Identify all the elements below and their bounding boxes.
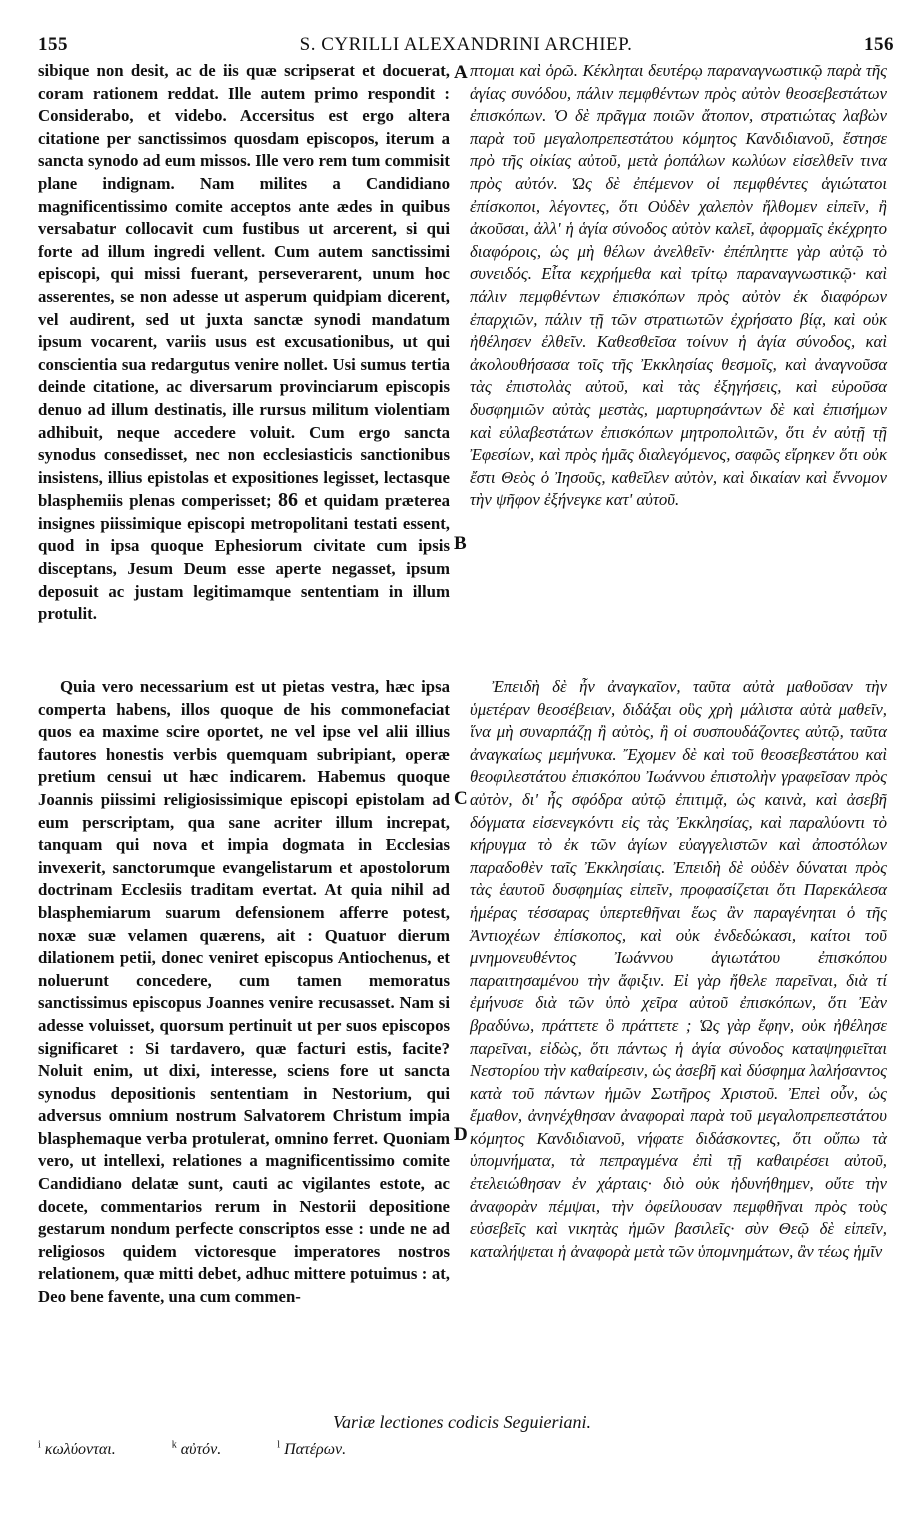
footnote-l: $^l$ Πατέρων. xyxy=(277,1440,347,1459)
margin-marker-b: B xyxy=(454,533,467,554)
margin-marker-c: C xyxy=(454,788,468,809)
margin-marker-a: A xyxy=(454,62,468,83)
greek-paragraph-1: πτομαι καὶ ὁρῶ. Κέκληται δευτέρῳ παραναγνωστικῷ παρὰ τῆς ἁγίας συνόδου, πάλιν πεμφθέντων πρὸς αὐτὸν θεοσεβεστάτων ἐπισκόπων. Ὁ δὲ πρᾶγμα ποιῶν ἄτοπον, στρατιώτας λαβὼν παρὰ τοῦ μεγαλοπρεπεστάτου κόμητος Κανδιδιανοῦ, ἔστησε πρὸ τῆς οἰκίας αὐτοῦ, μετὰ ῥοπάλων κωλύων εἰσελθεῖν τινα πρὸς αὐτόν. Ὡς δὲ ἐπέμενον οἱ πεμφθέντες ἁγιώτατοι ἐπίσκοποι, λέγοντες, ὅτι Οὐδὲν χαλεπὸν ἤλθομεν εἰπεῖν, ἢ ἀκοῦσαι, ἀλλ' ἡ ἁγία σύνοδος αὐτὸν καλεῖ, ἀφορμαῖς ἐκέχρητο διαφόροις, ὡς μὴ θέλων ἀνελθεῖν· ἐπέπληττε γὰρ αὐτῷ τὸ συνειδός. Εἶτα κεχρήμεθα καὶ τρίτῳ παραναγνωστικῷ· καὶ πάλιν πεμφθέντων ἐπισκόπων πρὸς αὐτὸν ἐκ διαφόρων ἐπαρχιῶν, πάλιν τῇ τῶν στρατιωτῶν ἐχρήσατο βίᾳ, καὶ οὐκ ἠθέλησεν ἐλθεῖν. Καθεσθεῖσα τοίνυν ἡ ἁγία σύνοδος, καὶ ἀκολουθήσασα τοῖς τῆς Ἐκκλησίας θεσμοῖς, καὶ ἀναγνοῦσα τὰς ἐπιστολὰς αὐτοῦ, καὶ τὰς ἐξηγήσεις, καὶ εὑροῦσα δυσφημιῶν αὐτὰς μεστὰς, μαρτυρησάντων δὲ καὶ ἐπισήμων καὶ εὐλαβεστάτων ἐπισκόπων μητροπολιτῶν, ὅτι ἐν αὐτῇ τῇ Ἐφεσίων, καὶ πρὸς ἡμᾶς διαλεγόμενος, σαφῶς εἴρηκεν ὅτι οὐκ ἔστι Θεὸς ὁ Ἰησοῦς, καθεῖλεν αὐτὸν, καὶ δικαίαν καὶ ἔννομον τὴν ψῆφον ἐξήνεγκε κατ' αὐτοῦ. xyxy=(470,61,887,510)
greek-column-top xyxy=(470,60,887,512)
running-header xyxy=(38,34,894,58)
greek-column-bottom xyxy=(470,676,887,1263)
page-number-left: 155 xyxy=(38,34,68,55)
footnotes-title: Variæ lectiones codicis Seguieriani. xyxy=(333,1412,591,1432)
footnote-k: $^k$ αὐτόν. xyxy=(171,1440,222,1459)
latin-paragraph-1: sibique non desit, ac de iis quæ scripserat et docuerat, coram rationem reddat. Ille autem primo respondit : Considerabo, et videbo. Accersitus est ergo altera citatione per sanctissimos quosdam episcopos, iterum a sancta synodo ad eum missos. Ille vero rem tum commisit plane indignam. Nam milites a Candidiano magnificentissimo comite acceptos ante ædes in quibus versabatur collocavit cum fustibus ut arcerent, si qui forte ad illum ingredi vellent. Cum autem sanctissimi episcopi, qui missi fuerant, perseverarent, unum hoc asserentes, se non adesse ut asperum quidpiam dicerent, vel audirent, sed ut juxta sanctæ synodi mandatum ipsum vocarent, variis usus est excusationibus, ut qui conscientia sua redargutus venire nollet. Usi sumus tertia deinde citatione, ac diversarum provinciarum episcopis denuo ad illum destinatis, ille rursus militum violentiam adhibuit, neque accedere voluit. Cum ergo sancta synodus consedisset, nec non ecclesiasticis sanctionibus insistens, illius epistolas et expositiones legisset, lectasque blasphemiis plenas comperisset; xyxy=(38,61,450,511)
latin-paragraph-2: Quia vero necessarium est ut pietas vestra, hæc ipsa comperta habens, illos quoque de his commonefaciat quos ea maxime scire oportet, ne vel ipse vel alii illius fautores honestis verbis quemquam subripiant, operæ pretium censui ut hæc indicarem. Habemus quoque Joannis piissimi religiosissimique episcopi epistolam ad eum perscriptam, qua sane acriter illum increpat, tanquam qui nova et impia dogmata in Ecclesias invexerit, sanctorumque evangelistarum et apostolorum doctrinam Ecclesiis traditam evertat. At quia nihil ad blasphemiarum suarum defensionem afferre potest, noxæ suæ velamen quærens, ait : Quatuor dierum dilationem petii, donec veniret episcopus Antiochenus, et noluerunt concedere, cum tamen memoratus sanctissimus episcopus Joannes venire recusasset. Nam si adesse voluisset, quorsum pertinuit ut per suos episcopos significaret : Si tardavero, quæ facturi estis, facite? Noluit enim, ut dixi, interesse, sciens fore ut sancta synodus depositionis sententiam in Nestorium, qui adversus omnium nostrum Salvatorem Christum impia blasphemaque verba protulerat, omnino ferret. Quoniam vero, ut intellexi, relationes a magnificentissimo comite Candidiano delatæ sunt, cauti ac vigilantes estote, ac docete, commentarios rerum in Nestorii depositione gestarum nondum perfecte conscriptos esse : unde ne ad religiosos quidem victoresque imperatores nostros relationem, quæ mitti debet, adhuc mittere potuimus : at, Deo bene favente, una cum commen- xyxy=(38,677,450,1307)
running-title: S. CYRILLI ALEXANDRINI ARCHIEP. xyxy=(299,34,633,55)
footnotes xyxy=(38,1440,898,1459)
page-number-right: 156 xyxy=(864,34,894,55)
latin-column-bottom xyxy=(38,676,450,1309)
greek-paragraph-2: Ἐπειδὴ δὲ ἦν ἀναγκαῖον, ταῦτα αὐτὰ μαθοῦσαν τὴν ὑμετέραν θεοσέβειαν, διδάξαι οὓς χρὴ μάλιστα αὐτὰ μαθεῖν, ἵνα μὴ συναρπάζῃ ἢ αὐτὸς, ἢ οἱ συσπουδάζοντες αὐτῷ, ταῦτα ἀναγκαίως μεμήνυκα. Ἔχομεν δὲ καὶ τοῦ θεοσεβεστάτου καὶ θεοφιλεστάτου ἐπισκόπου Ἰωάννου ἐπιστολὴν γραφεῖσαν πρὸς αὐτὸν, δι' ἧς σφόδρα αὐτῷ ἐπιτιμᾷ, ὡς καινὰ, καὶ ἀσεβῆ δόγματα εἰσενεγκόντι εἰς τὰς Ἐκκλησίας, καὶ παραλύοντι τὸ κήρυγμα τὸ ἐκ τῶν ἁγίων εὐαγγελιστῶν καὶ ἀποστόλων παραδοθὲν ταῖς Ἐκκλησίαις. Ἐπειδὴ δὲ οὐδὲν δύναται πρὸς τὰς ἑαυτοῦ δυσφημίας εἰπεῖν, προφασίζεται ὅτι Παρεκάλεσα ἡμέρας τέσσαρας ὑπερτεθῆναι ἕως ἂν παραγένηται ὁ τῆς Ἀντιοχέων ἐπίσκοπος, καὶ οὐκ ἐνδεδώκασι, καίτοι τοῦ μνημονευθέντος Ἰωάννου ἁγιωτάτου ἐπισκόπου παραιτησαμένου τὴν ἄφιξιν. Εἰ γὰρ ἤθελε παρεῖναι, διὰ τί ἐμήνυσε διὰ τῶν ὑπὸ χεῖρα αὐτοῦ ἐπισκόπων, ὅτι Ἐὰν βραδύνω, πράττετε ὃ πράττετε ; Ὡς γὰρ ἔφην, οὐκ ἠθέλησε παρεῖναι, εἰδὼς, ὅτι πάντως ἡ ἁγία σύνοδος καταψηφιεῖται Νεστορίου τὴν καθαίρεσιν, ὡς ἀσεβῆ καὶ δύσφημα λαλήσαντος κατὰ τοῦ πάντων ἡμῶν Σωτῆρος Χριστοῦ. Ἐπεὶ οὖν, ὡς ἔμαθον, ἀνηνέχθησαν ἀναφοραὶ παρὰ τοῦ μεγαλοπρεπεστάτου κόμητος Κανδιδιανοῦ, νήφατε διδάσκοντες, ὅτι οὔπω τὰ ὑπομνήματα, τὰ πεπραγμένα ἐπὶ τῇ καθαιρέσει αὐτοῦ, ἐτελειώθησαν ἐν χάρταις· διὸ οὐκ ἠδυνήθημεν, οὔτε τὴν ἀναφορὰν πέμψαι, τὴν ὀφείλουσαν πεμφθῆναι πρὸς τοὺς εὐσεβεῖς καὶ νικητὰς ἡμῶν βασιλεῖς· σὺν Θεῷ δὲ εἰπεῖν, καταλήψεται ἡ ἀναφορὰ μετὰ τῶν ὑπομνημάτων, ἂν τέως ἡμῖν xyxy=(470,677,887,1261)
latin-paragraph-1-end: et quidam præterea insignes piissimique episcopi metropolitani testati essent, quod in ipsa quoque Ephesiorum civitate cum ipsis disceptans, Jesum Deum esse aperte negasset, ipsum deposuit ac justam legitimamque sententiam in illum protulit. xyxy=(38,491,450,624)
latin-column-top xyxy=(38,60,450,626)
margin-marker-d: D xyxy=(454,1124,468,1145)
footnote-i: $^i$ κωλύονται. xyxy=(38,1440,116,1459)
column-marker-86: 86 xyxy=(277,489,298,512)
